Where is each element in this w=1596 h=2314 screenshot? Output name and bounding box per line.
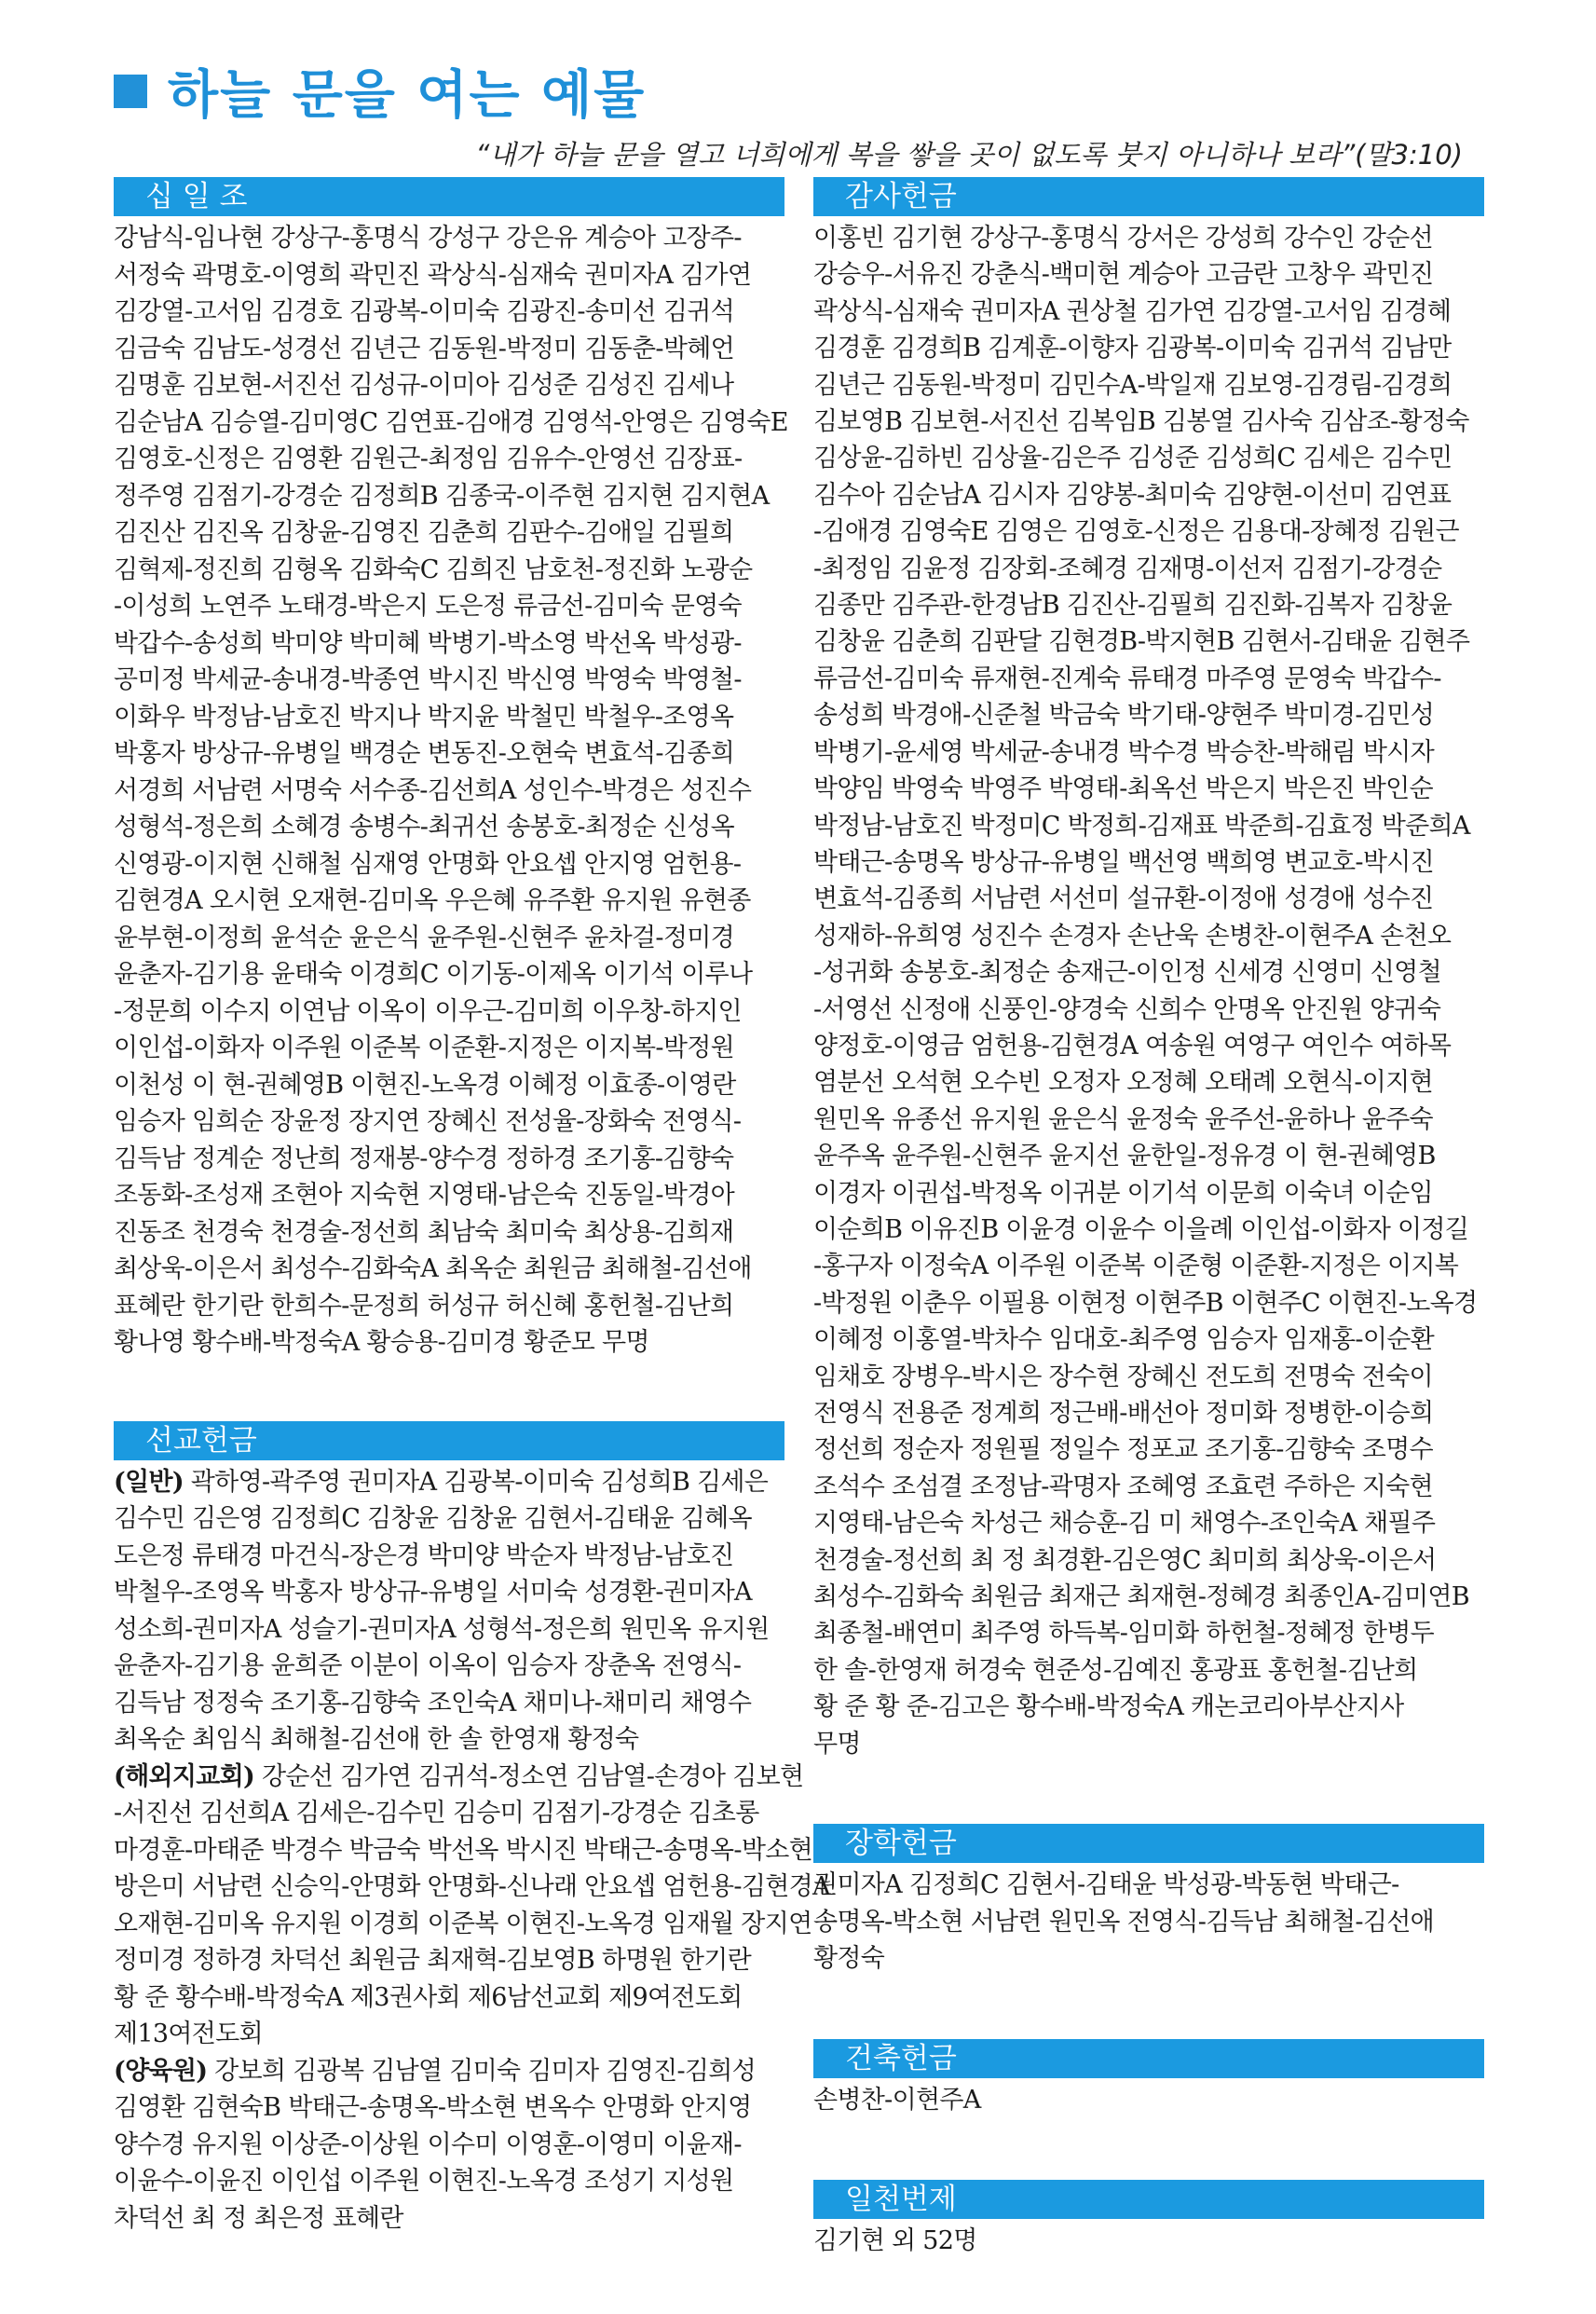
section-scholarship [813, 1824, 1484, 1978]
subgroup-label: (양육원) [114, 2056, 208, 2086]
donor-line: 전영식 전용준 정계희 정근배-배선아 정미화 정병한-이승희 [813, 1399, 1434, 1428]
donor-line: 김상윤-김하빈 김상율-김은주 김성준 김성희C 김세은 김수민 [813, 444, 1453, 473]
section-mission [114, 1421, 830, 2238]
donor-line: 박철우-조영옥 박홍자 방상규-유병일 서미숙 성경환-권미자A [114, 1578, 752, 1607]
donor-line: 강승우-서유진 강춘식-백미현 계승아 고금란 고창우 곽민진 [813, 260, 1434, 290]
donor-line: -서영선 신정애 신풍인-양경숙 신희수 안명옥 안진원 양귀숙 [813, 994, 1441, 1024]
section-tithe [114, 177, 788, 1362]
donor-line: 이윤수-이윤진 이인섭 이주원 이현진-노옥경 조성기 지성원 [114, 2167, 734, 2196]
section-thanks [813, 177, 1484, 1762]
donor-line: 염분선 오석현 오수빈 오정자 오정혜 오태례 오현식-이지현 [813, 1068, 1433, 1098]
donor-line: 황 준 황수배-박정숙A 제3권사회 제6남선교회 제9여전도회 [114, 1982, 743, 2012]
donor-line: -서진선 김선희A 김세은-김수민 김승미 김점기-강경순 김초롱 [114, 1799, 759, 1828]
donor-line: 차덕선 최 정 최은정 표혜란 [114, 2203, 403, 2233]
bible-verse: “내가 하늘 문을 열고 너희에게 복을 쌓을 곳이 없도록 붓지 아니하나 보라”(말3:10) [475, 139, 1463, 171]
donor-line: 조동화-조성재 조현아 지숙현 지영태-남은숙 진동일-박경아 [114, 1181, 734, 1210]
donor-line: 최상욱-이은서 최성수-김화숙A 최옥순 최원금 최해철-김선애 [114, 1254, 752, 1283]
section-title-firstthousand: 일천번제 [813, 2180, 1484, 2219]
donor-line: 한 솔-한영재 허경숙 현준성-김예진 홍광표 홍헌철-김난희 [813, 1655, 1418, 1685]
donor-line: 이인섭-이화자 이주원 이준복 이준환-지정은 이지복-박정원 [114, 1034, 734, 1062]
section-body-scholarship [813, 1867, 1484, 1978]
donor-line: 김영호-신정은 김영환 김원근-최정임 김유수-안영선 김장표- [114, 445, 743, 473]
donor-line: 윤춘자-김기용 윤태숙 이경희C 이기동-이제옥 이기석 이루나 [114, 960, 753, 989]
donor-line: 박양임 박영숙 박영주 박영태-최옥선 박은지 박은진 박인순 [813, 774, 1433, 804]
donor-line: 최성수-김화숙 최원금 최재근 최재현-정혜경 최종인A-김미연B [813, 1582, 1469, 1612]
donor-line: 김종만 김주관-한경남B 김진산-김필희 김진화-김복자 김창윤 [813, 591, 1453, 621]
donor-line: 김년근 김동원-박정미 김민수A-박일재 김보영-김경림-김경희 [813, 370, 1453, 400]
donor-line: 황정숙 [813, 1944, 885, 1974]
section-building [813, 2039, 1484, 2119]
donor-line: 이혜정 이홍열-박차수 임대호-최주영 임승자 임재홍-이순환 [813, 1325, 1434, 1355]
donor-line: 이순희B 이유진B 이윤경 이윤수 이을례 이인섭-이화자 이정길 [813, 1214, 1469, 1244]
donor-line: 오재현-김미옥 유지원 이경희 이준복 이현진-노옥경 임재월 장지연 [114, 1909, 812, 1938]
subgroup-label: (해외지교회) [114, 1761, 255, 1791]
donor-line: 박병기-윤세영 박세균-송내경 박수경 박승찬-박해림 박시자 [813, 737, 1434, 767]
donor-line: 박정남-남호진 박정미C 박정희-김재표 박준희-김효정 박준희A [813, 811, 1470, 841]
donor-line: 성재하-유희영 성진수 손경자 손난욱 손병찬-이현주A 손천오 [813, 921, 1452, 951]
donor-line: 김강열-고서임 김경호 김광복-이미숙 김광진-송미선 김귀석 [114, 297, 734, 326]
donor-line: -박정원 이춘우 이필용 이현정 이현주B 이현주C 이현진-노옥경 [813, 1288, 1478, 1318]
donor-line: 김경훈 김경희B 김계훈-이향자 김광복-이미숙 김귀석 김남만 [813, 334, 1452, 363]
subgroup-label: (일반) [114, 1467, 184, 1497]
section-body-mission [114, 1464, 830, 2238]
donor-line: 최종철-배연미 최주영 하득복-임미화 하헌철-정혜정 한병두 [813, 1619, 1434, 1649]
donor-line: 황나영 황수배-박정숙A 황승용-김미경 황준모 무명 [114, 1328, 649, 1357]
section-title-scholarship: 장학헌금 [813, 1824, 1484, 1863]
donor-line: 김창윤 김춘희 김판달 김현경B-박지현B 김현서-김태윤 김현주 [813, 627, 1470, 657]
donor-line: 표혜란 한기란 한희수-문정희 허성규 허신혜 홍헌철-김난희 [114, 1291, 734, 1321]
left-column [114, 177, 830, 2237]
donor-line: 공미정 박세균-송내경-박종연 박시진 박신영 박영숙 박영철- [114, 665, 742, 694]
donor-names: 곽하영-곽주영 권미자A 김광복-이미숙 김성희B 김세은 [183, 1467, 769, 1497]
donor-line: 김순남A 김승열-김미영C 김연표-김애경 김영석-안영은 김영숙E [114, 407, 788, 437]
page-title: 하늘 문을 여는 예물 [168, 65, 647, 126]
donor-line: 방은미 서남련 신승익-안명화 안명화-신나래 안요셉 엄헌용-김현경A [114, 1872, 830, 1901]
donor-line: 천경술-정선희 최 정 최경환-김은영C 최미희 최상욱-이은서 [813, 1545, 1437, 1575]
donor-line: 마경훈-마태준 박경수 박금숙 박선옥 박시진 박태근-송명옥-박소현 [114, 1835, 812, 1865]
donor-line: 김보영B 김보현-서진선 김복임B 김봉열 김사숙 김삼조-황정숙 [813, 407, 1469, 437]
donor-line: 윤춘자-김기용 윤희준 이분이 이옥이 임승자 장춘옥 전영식- [114, 1651, 742, 1680]
donor-line: 성형석-정은희 소혜경 송병수-최귀선 송봉호-최정순 신성옥 [114, 813, 734, 842]
donor-line: 김수민 김은영 김정희C 김창윤 김창윤 김현서-김태윤 김혜옥 [114, 1504, 752, 1533]
donor-line: -최정임 김윤정 김장회-조혜경 김재명-이선저 김점기-강경순 [813, 554, 1442, 583]
donor-line: 양정호-이영금 엄헌용-김현경A 여송원 여영구 여인수 여하목 [813, 1031, 1452, 1061]
donor-line: 원민옥 유종선 유지원 윤은식 윤정숙 윤주선-윤하나 윤주숙 [813, 1104, 1433, 1134]
donor-line: 이홍빈 김기현 강상구-홍명식 강서은 강성희 강수인 강순선 [813, 224, 1433, 253]
donor-line: 도은정 류태경 마건식-장은경 박미양 박순자 박정남-남호진 [114, 1540, 734, 1570]
donor-line: -홍구자 이정숙A 이주원 이준복 이준형 이준환-지정은 이지복 [813, 1252, 1459, 1281]
donor-line: 정미경 정하경 차덕선 최원금 최재혁-김보영B 하명원 한기란 [114, 1946, 752, 1975]
donor-line: 김득남 정계순 정난희 정재봉-양수경 정하경 조기홍-김향숙 [114, 1143, 734, 1173]
title-row [114, 54, 1493, 129]
donor-line: 조석수 조섬결 조정남-곽명자 조혜영 조효련 주하은 지숙현 [813, 1472, 1433, 1501]
donor-line: 김득남 정정숙 조기홍-김향숙 조인숙A 채미나-채미리 채영수 [114, 1688, 752, 1718]
donor-line: 김명훈 김보현-서진선 김성규-이미아 김성준 김성진 김세나 [114, 371, 734, 400]
section-body-tithe [114, 220, 788, 1362]
donor-line: 정주영 김점기-강경순 김정희B 김종국-이주현 김지현 김지현A [114, 481, 770, 511]
donor-line: 임채호 장병우-박시은 장수현 장혜신 전도희 전명숙 전숙이 [813, 1362, 1433, 1391]
donor-line: 김금숙 김남도-성경선 김년근 김동원-박정미 김동춘-박혜언 [114, 334, 734, 363]
donor-line: 김기현 외 52명 [813, 2226, 977, 2256]
donor-line: 지영태-남은숙 차성근 채승훈-김 미 채영수-조인숙A 채필주 [813, 1509, 1436, 1539]
donor-names: 강순선 김가연 김귀석-정소연 김남열-손경아 김보현 [254, 1761, 804, 1791]
donor-line [114, 1759, 804, 1796]
donor-line [114, 1464, 784, 1501]
donor-line: 김영환 김현숙B 박태근-송명옥-박소현 변옥수 안명화 안지영 [114, 2093, 752, 2122]
donor-line: -성귀화 송봉호-최정순 송재근-이인정 신세경 신영미 신영철 [813, 958, 1441, 988]
section-body-thanks [813, 220, 1484, 1762]
donor-line: 김진산 김진옥 김창윤-김영진 김춘희 김판수-김애일 김필희 [114, 518, 734, 547]
donor-line: 양수경 유지원 이상준-이상원 이수미 이영훈-이영미 이윤재- [114, 2129, 742, 2159]
donor-line: 임승자 임희순 장윤정 장지연 장혜신 전성율-장화숙 전영식- [114, 1107, 742, 1136]
donor-line: 이화우 박정남-남호진 박지나 박지윤 박철민 박철우-조영옥 [114, 702, 734, 732]
donor-line: 서경희 서남련 서명숙 서수종-김선희A 성인수-박경은 성진수 [114, 775, 752, 805]
donor-line: -정문희 이수지 이연남 이옥이 이우근-김미희 이우창-하지인 [114, 996, 742, 1026]
page-header [114, 54, 1493, 172]
right-column [813, 177, 1484, 2260]
donor-line: 송성희 박경애-신준철 박금숙 박기태-양현주 박미경-김민성 [813, 701, 1434, 731]
donor-line: 윤부현-이정희 윤석순 윤은식 윤주원-신현주 윤차걸-정미경 [114, 923, 734, 952]
donor-line: 최옥순 최임식 최해철-김선애 한 솔 한영재 황정숙 [114, 1725, 639, 1754]
donor-line: 제13여전도회 [114, 2020, 263, 2048]
donor-line: 김혁제-정진희 김형옥 김화숙C 김희진 남호천-정진화 노광순 [114, 555, 753, 584]
donor-line: 권미자A 김정희C 김현서-김태윤 박성광-박동현 박태근- [813, 1870, 1399, 1900]
donor-line: 김현경A 오시현 오재현-김미옥 우은혜 유주환 유지원 유현종 [114, 886, 751, 915]
section-title-mission: 선교헌금 [114, 1421, 784, 1460]
donor-line: 황 준 황 준-김고은 황수배-박정숙A 캐논코리아부산지사 [813, 1692, 1404, 1722]
donor-line: -이성희 노연주 노태경-박은지 도은정 류금선-김미숙 문영숙 [114, 592, 742, 621]
section-title-building: 건축헌금 [813, 2039, 1484, 2078]
donor-line: 강남식-임나현 강상구-홍명식 강성구 강은유 계승아 고장주- [114, 224, 742, 253]
donor-line: 박태근-송명옥 방상규-유병일 백선영 백희영 변교호-박시진 [813, 847, 1434, 877]
donor-line: -김애경 김영숙E 김영은 김영호-신정은 김용대-장혜정 김원근 [813, 517, 1459, 547]
donor-names: 강보희 김광복 김남열 김미숙 김미자 김영진-김희성 [207, 2056, 757, 2086]
donor-line: 신영광-이지현 신해철 심재영 안명화 안요셉 안지영 엄헌용- [114, 849, 742, 879]
donor-line: 이경자 이권섭-박정옥 이귀분 이기석 이문희 이숙녀 이순임 [813, 1178, 1433, 1208]
section-title-tithe: 십 일 조 [114, 177, 784, 216]
donor-line: 박홍자 방상규-유병일 백경순 변동진-오현숙 변효석-김종희 [114, 739, 734, 768]
donor-line: 무명 [813, 1729, 861, 1759]
section-body-firstthousand [813, 2223, 1484, 2260]
section-body-building [813, 2082, 1484, 2119]
donor-line: 류금선-김미숙 류재현-진계숙 류태경 마주영 문영숙 박갑수- [813, 664, 1441, 693]
donor-line: 윤주옥 윤주원-신현주 윤지선 윤한일-정유경 이 현-권혜영B [813, 1142, 1436, 1171]
donor-line [114, 2053, 784, 2090]
section-firstthousand [813, 2180, 1484, 2260]
donor-line: 김수아 김순남A 김시자 김양봉-최미숙 김양현-이선미 김연표 [813, 480, 1452, 510]
donor-line: 진동조 천경숙 천경술-정선희 최남숙 최미숙 최상용-김희재 [114, 1217, 734, 1247]
section-title-thanks: 감사헌금 [813, 177, 1484, 216]
donor-line: 정선희 정순자 정원필 정일수 정포교 조기홍-김향숙 조명수 [813, 1435, 1433, 1465]
donor-line: 손병찬-이현주A [813, 2085, 981, 2115]
donor-line: 박갑수-송성희 박미양 박미혜 박병기-박소영 박선옥 박성광- [114, 628, 742, 658]
donor-line: 곽상식-심재숙 권미자A 권상철 김가연 김강열-고서임 김경혜 [813, 296, 1452, 326]
donor-line: 성소희-권미자A 성슬기-권미자A 성형석-정은희 원민옥 유지원 [114, 1614, 770, 1644]
donor-line: 이천성 이 현-권혜영B 이현진-노옥경 이혜정 이효종-이영란 [114, 1070, 736, 1100]
donor-line: 송명옥-박소현 서남련 원민옥 전영식-김득남 최해철-김선애 [813, 1907, 1434, 1937]
square-bullet-icon [114, 75, 147, 108]
donor-line: 변효석-김종희 서남련 서선미 설규환-이정애 성경애 성수진 [813, 884, 1434, 914]
donor-line: 서정숙 곽명호-이영희 곽민진 곽상식-심재숙 권미자A 김가연 [114, 260, 752, 290]
